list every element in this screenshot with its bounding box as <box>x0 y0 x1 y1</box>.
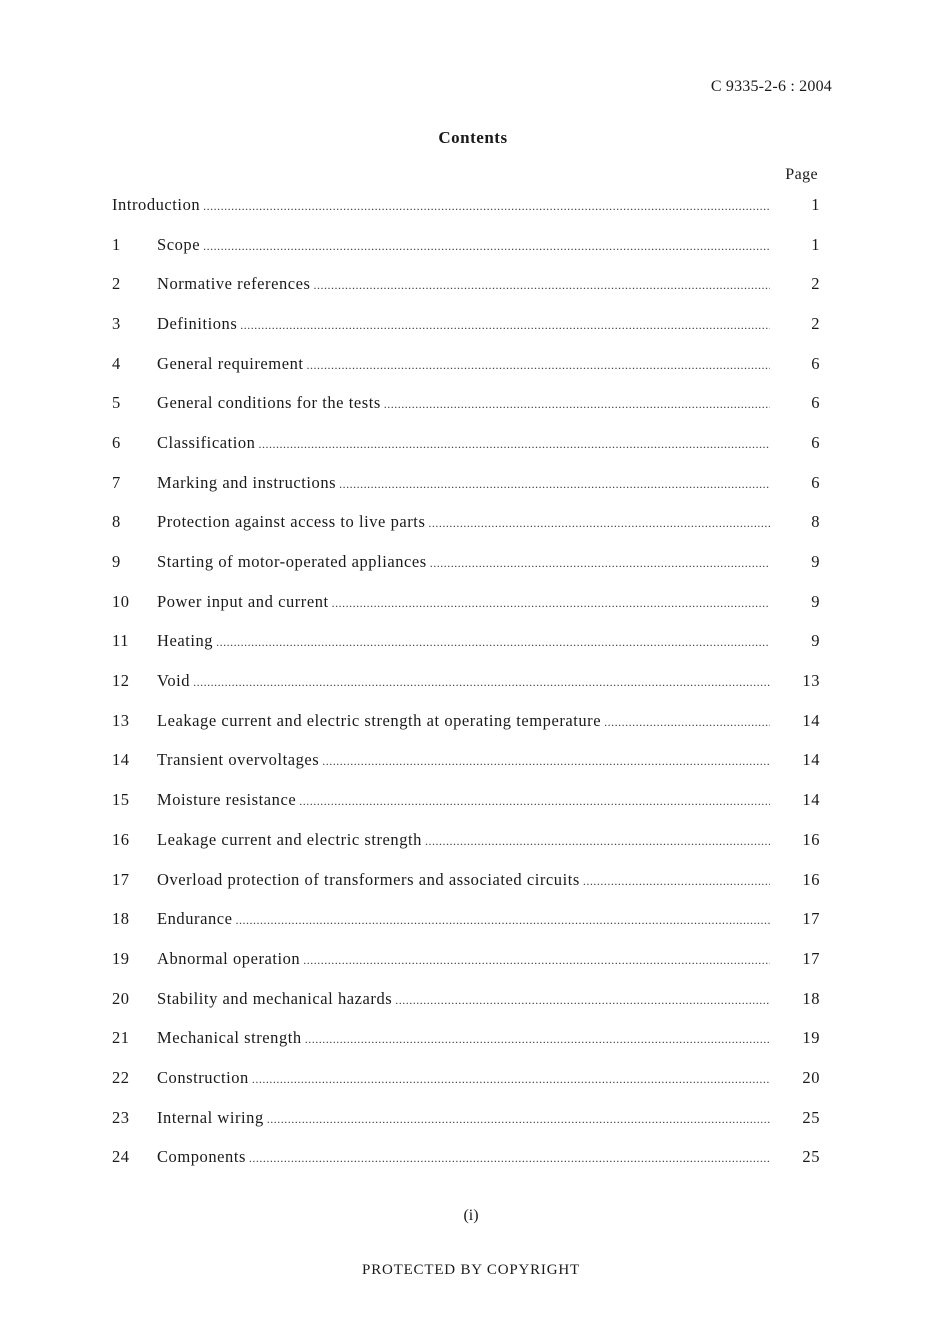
toc-entry-number: 9 <box>112 552 121 572</box>
page-number: (i) <box>463 1207 479 1224</box>
toc-entry-title: Protection against access to live parts <box>157 512 426 532</box>
toc-entry-number: 14 <box>112 750 130 770</box>
toc-entry-title: Leakage current and electric strength at operating temperature <box>157 710 602 730</box>
toc-entry-number: 1 <box>112 234 121 254</box>
toc-entry[interactable] <box>112 383 820 423</box>
toc-entry[interactable] <box>112 1018 820 1058</box>
toc-entry-title: Power input and current <box>157 591 329 611</box>
toc-entry-title: Internal wiring <box>157 1107 264 1127</box>
toc-entry-number: 12 <box>112 671 130 691</box>
toc-entry-title-wrap <box>157 354 770 374</box>
toc-entry-title-wrap <box>157 1028 770 1048</box>
toc-entry[interactable] <box>112 185 820 225</box>
dot-leader <box>252 1072 770 1087</box>
toc-entry-page: 9 <box>811 591 820 611</box>
dot-leader <box>430 556 770 571</box>
dot-leader <box>395 993 770 1008</box>
dot-leader <box>604 715 770 730</box>
toc-entry-page: 6 <box>811 472 820 492</box>
toc-entry-number: 23 <box>112 1107 130 1127</box>
dot-leader <box>332 596 770 611</box>
toc-entry-title-wrap <box>157 274 770 294</box>
contents-heading: Contents <box>438 128 508 147</box>
toc-entry[interactable] <box>112 582 820 622</box>
toc-entry-title-wrap <box>157 790 770 810</box>
toc-entry-number: 8 <box>112 512 121 532</box>
toc-entry-title-wrap <box>157 512 770 532</box>
toc-entry-title: General conditions for the tests <box>157 393 381 413</box>
toc-entry-number: 13 <box>112 710 130 730</box>
toc-entry[interactable] <box>112 423 820 463</box>
toc-entry-title-wrap <box>157 949 770 969</box>
toc-entry[interactable] <box>112 820 820 860</box>
toc-entry-title-wrap <box>157 314 770 334</box>
toc-entry-number: 3 <box>112 313 121 333</box>
dot-leader <box>428 516 770 531</box>
dot-leader <box>339 477 770 492</box>
dot-leader <box>303 953 770 968</box>
toc-entry-number: 17 <box>112 869 130 889</box>
dot-leader <box>203 239 770 254</box>
toc-entry-title-wrap <box>157 1068 770 1088</box>
toc-entry[interactable] <box>112 701 820 741</box>
toc-entry-title: Void <box>157 671 191 691</box>
toc-entry-title-wrap <box>157 592 770 612</box>
dot-leader <box>299 794 770 809</box>
toc-entry-title-wrap <box>157 870 770 890</box>
toc-entry-number: 2 <box>112 274 121 294</box>
toc-entry-title-wrap <box>157 909 770 929</box>
toc-entry-page: 19 <box>802 1028 820 1048</box>
toc-entry[interactable] <box>112 1138 820 1178</box>
dot-leader <box>236 913 771 928</box>
toc-entry-page: 2 <box>811 313 820 333</box>
toc-entry-page: 9 <box>811 552 820 572</box>
toc-entry-page: 6 <box>811 432 820 452</box>
toc-entry-title-wrap <box>157 473 770 493</box>
dot-leader <box>203 199 770 214</box>
toc-entry-page: 1 <box>811 234 820 254</box>
toc-entry-page: 2 <box>811 274 820 294</box>
toc-entry-title: Transient overvoltages <box>157 750 320 770</box>
dot-leader <box>425 834 770 849</box>
toc-entry-number: 11 <box>112 631 129 651</box>
page-column-header: Page <box>785 166 818 183</box>
toc-entry-title-wrap <box>157 1147 770 1167</box>
toc-entry[interactable] <box>112 1098 820 1138</box>
toc-entry-page: 14 <box>802 790 820 810</box>
toc-entry-page: 6 <box>811 393 820 413</box>
toc-entry-title: Abnormal operation <box>157 948 301 968</box>
dot-leader <box>583 874 770 889</box>
toc-entry-title-wrap <box>157 671 770 691</box>
toc-entry-title: Scope <box>157 234 201 254</box>
toc-entry-title: Heating <box>157 631 214 651</box>
toc-entry-title-wrap <box>157 711 770 731</box>
toc-entry-title-wrap <box>157 1108 770 1128</box>
dot-leader <box>193 675 770 690</box>
toc-entry[interactable] <box>112 780 820 820</box>
toc-entry-number: 10 <box>112 591 130 611</box>
toc-entry-number: 5 <box>112 393 121 413</box>
dot-leader <box>258 437 770 452</box>
toc-entry-title-wrap <box>157 830 770 850</box>
toc-entry-page: 17 <box>802 909 820 929</box>
toc-entry-page: 14 <box>802 750 820 770</box>
toc-entry-number: 21 <box>112 1028 130 1048</box>
toc-entry-page: 17 <box>802 948 820 968</box>
toc-entry-title-wrap <box>157 989 770 1009</box>
toc-entry[interactable] <box>112 304 820 344</box>
toc-entry[interactable] <box>112 225 820 265</box>
toc-entry-title: Moisture resistance <box>157 790 297 810</box>
dot-leader <box>322 754 770 769</box>
toc-entry[interactable] <box>112 860 820 900</box>
toc-entry-title: Components <box>157 1147 246 1167</box>
toc-entry-page: 16 <box>802 869 820 889</box>
toc-entry-title: Definitions <box>157 313 238 333</box>
toc-entry-page: 20 <box>802 1067 820 1087</box>
toc-entry-page: 13 <box>802 671 820 691</box>
toc-entry[interactable] <box>112 899 820 939</box>
toc-entry[interactable] <box>112 1058 820 1098</box>
toc-entry[interactable] <box>112 463 820 503</box>
toc-entry-title-wrap <box>157 552 770 572</box>
toc-entry-title: Normative references <box>157 274 311 294</box>
dot-leader <box>216 635 770 650</box>
toc-entry-page: 14 <box>802 710 820 730</box>
toc-entry-page: 6 <box>811 353 820 373</box>
toc-entry-title: Endurance <box>157 909 233 929</box>
table-of-contents <box>112 185 820 1177</box>
toc-entry[interactable] <box>112 503 820 543</box>
dot-leader <box>384 397 770 412</box>
toc-entry-number: 18 <box>112 909 130 929</box>
toc-entry-page: 16 <box>802 829 820 849</box>
toc-entry-title: Leakage current and electric strength <box>157 829 422 849</box>
dot-leader <box>249 1151 770 1166</box>
toc-entry-page: 9 <box>811 631 820 651</box>
toc-entry-title: Classification <box>157 432 256 452</box>
toc-entry-number: 7 <box>112 472 121 492</box>
toc-entry-number: 4 <box>112 353 121 373</box>
toc-entry-title: General requirement <box>157 353 304 373</box>
toc-entry-number: 16 <box>112 829 130 849</box>
toc-entry-number: 15 <box>112 790 130 810</box>
toc-entry-page: 1 <box>811 194 820 214</box>
toc-entry-title-wrap <box>157 433 770 453</box>
toc-entry[interactable] <box>112 741 820 781</box>
toc-entry-number: 20 <box>112 988 130 1008</box>
toc-entry-title-wrap <box>157 235 770 255</box>
toc-entry[interactable] <box>112 939 820 979</box>
toc-entry-title-wrap <box>157 631 770 651</box>
dot-leader <box>267 1112 770 1127</box>
toc-entry-title: Introduction <box>112 194 201 214</box>
toc-entry-title-wrap <box>157 750 770 770</box>
document-number: C 9335-2-6 : 2004 <box>710 78 832 95</box>
toc-entry[interactable] <box>112 542 820 582</box>
toc-entry-title-wrap <box>112 195 770 215</box>
toc-entry-title: Overload protection of transformers and associated circuits <box>157 869 580 889</box>
toc-entry[interactable] <box>112 979 820 1019</box>
toc-entry-title-wrap <box>157 393 770 413</box>
dot-leader <box>307 358 770 373</box>
toc-entry-title: Construction <box>157 1067 249 1087</box>
toc-entry-number: 19 <box>112 948 130 968</box>
copyright-notice: PROTECTED BY COPYRIGHT <box>362 1262 580 1278</box>
toc-entry-title: Starting of motor-operated appliances <box>157 552 427 572</box>
toc-entry-number: 22 <box>112 1067 130 1087</box>
toc-entry-title: Stability and mechanical hazards <box>157 988 393 1008</box>
toc-entry-title: Mechanical strength <box>157 1028 302 1048</box>
toc-entry-page: 25 <box>802 1147 820 1167</box>
toc-entry[interactable] <box>112 264 820 304</box>
dot-leader <box>313 278 770 293</box>
toc-entry-page: 18 <box>802 988 820 1008</box>
dot-leader <box>240 318 770 333</box>
toc-entry-page: 8 <box>811 512 820 532</box>
toc-entry-page: 25 <box>802 1107 820 1127</box>
toc-entry[interactable] <box>112 661 820 701</box>
dot-leader <box>305 1032 770 1047</box>
toc-entry[interactable] <box>112 344 820 384</box>
toc-entry[interactable] <box>112 622 820 662</box>
toc-entry-number: 6 <box>112 432 121 452</box>
toc-entry-title: Marking and instructions <box>157 472 337 492</box>
toc-entry-number: 24 <box>112 1147 130 1167</box>
